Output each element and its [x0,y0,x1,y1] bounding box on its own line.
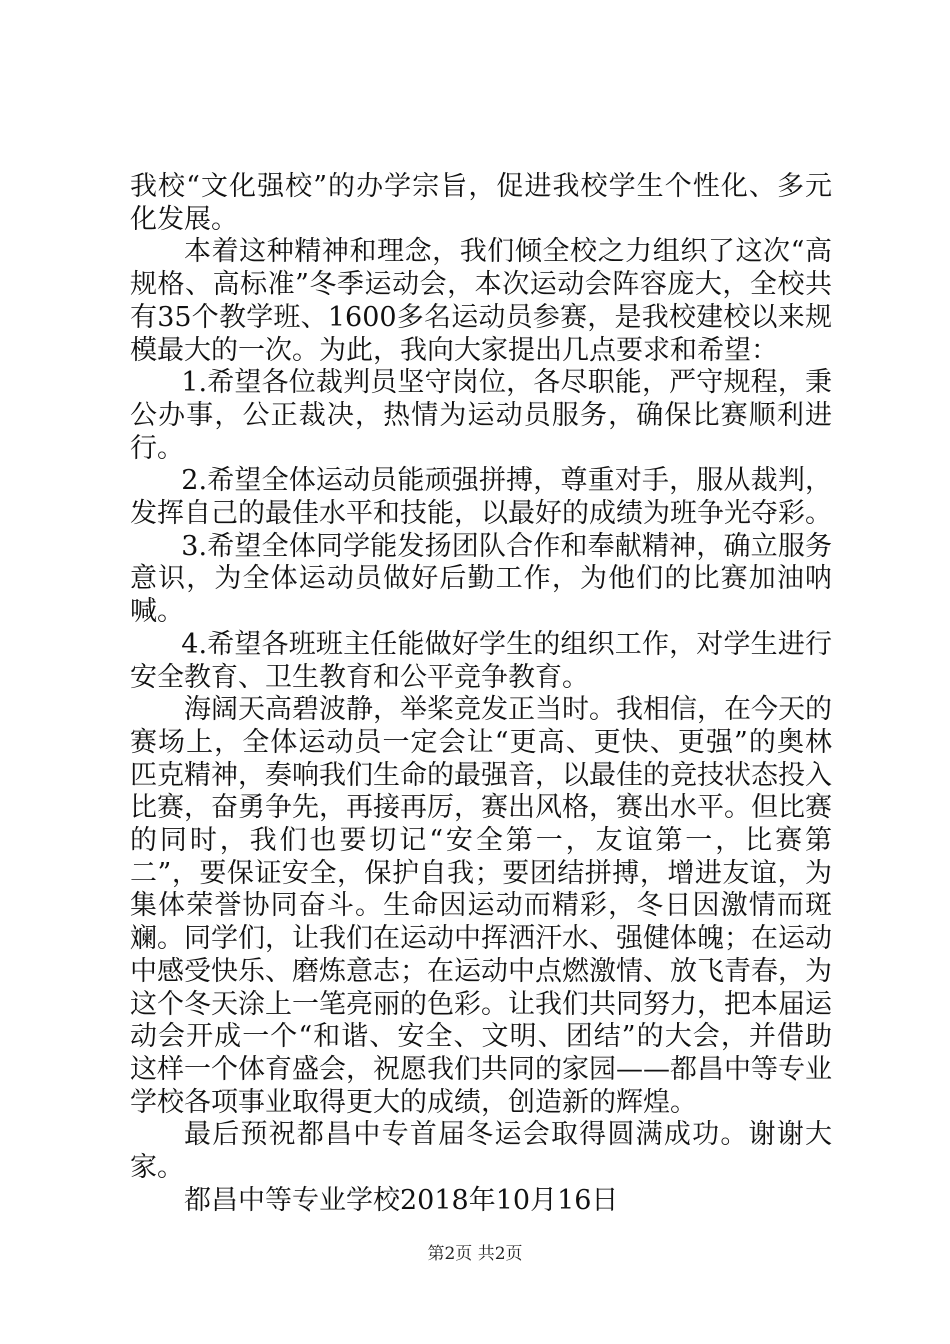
list-item-3: 3.希望全体同学能发扬团队合作和奉献精神，确立服务意识，为全体运动员做好后勤工作，为他们的比赛加油呐喊。 [130,530,832,628]
page-number-footer: 第2页 共2页 [427,1244,523,1264]
document-body [130,171,832,1218]
signature-date: 都昌中等专业学校2018年10月16日 [184,1184,619,1216]
paragraph-main: 海阔天高碧波静，举桨竞发正当时。我相信，在今天的赛场上，全体运动员一定会让“更高、更快、更强”的奥林匹克精神，奏响我们生命的最强音，以最佳的竞技状态投入比赛，奋勇争先，再接再厉，赛出风格，赛出水平。但比赛的同时，我们也要切记“安全第一，友谊第一，比赛第二”，要保证安全，保护自我；要团结拼搏，增进友谊，为集体荣誉协同奋斗。生命因运动而精彩，冬日因激情而斑斓。同学们，让我们在运动中挥洒汗水、强健体魄；在运动中感受快乐、磨炼意志；在运动中点燃激情、放飞青春，为这个冬天涂上一笔亮丽的色彩。让我们共同努力，把本届运动会开成一个“和谐、安全、文明、团结”的大会，并借助这样一个体育盛会，祝愿我们共同的家园——都昌中等专业学校各项事业取得更大的成绩，创造新的辉煌。 [130,694,832,1118]
paragraph-closing: 最后预祝都昌中专首届冬运会取得圆满成功。谢谢大家。 [130,1119,832,1184]
list-item-4: 4.希望各班班主任能做好学生的组织工作，对学生进行安全教育、卫生教育和公平竞争教育。 [130,628,832,693]
list-item-2: 2.希望全体运动员能顽强拼搏，尊重对手，服从裁判，发挥自己的最佳水平和技能，以最好的成绩为班争光夺彩。 [130,465,832,530]
list-item-1: 1.希望各位裁判员坚守岗位，各尽职能，严守规程，秉公办事，公正裁决，热情为运动员服务，确保比赛顺利进行。 [130,367,832,464]
paragraph-intro: 本着这种精神和理念，我们倾全校之力组织了这次“高规格、高标准”冬季运动会，本次运动会阵容庞大，全校共有35个教学班、1600多名运动员参赛，是我校建校以来规模最大的一次。为此，我向大家提出几点要求和希望： [130,236,832,366]
paragraph-continuation: 我校“文化强校”的办学宗旨，促进我校学生个性化、多元化发展。 [130,171,832,235]
